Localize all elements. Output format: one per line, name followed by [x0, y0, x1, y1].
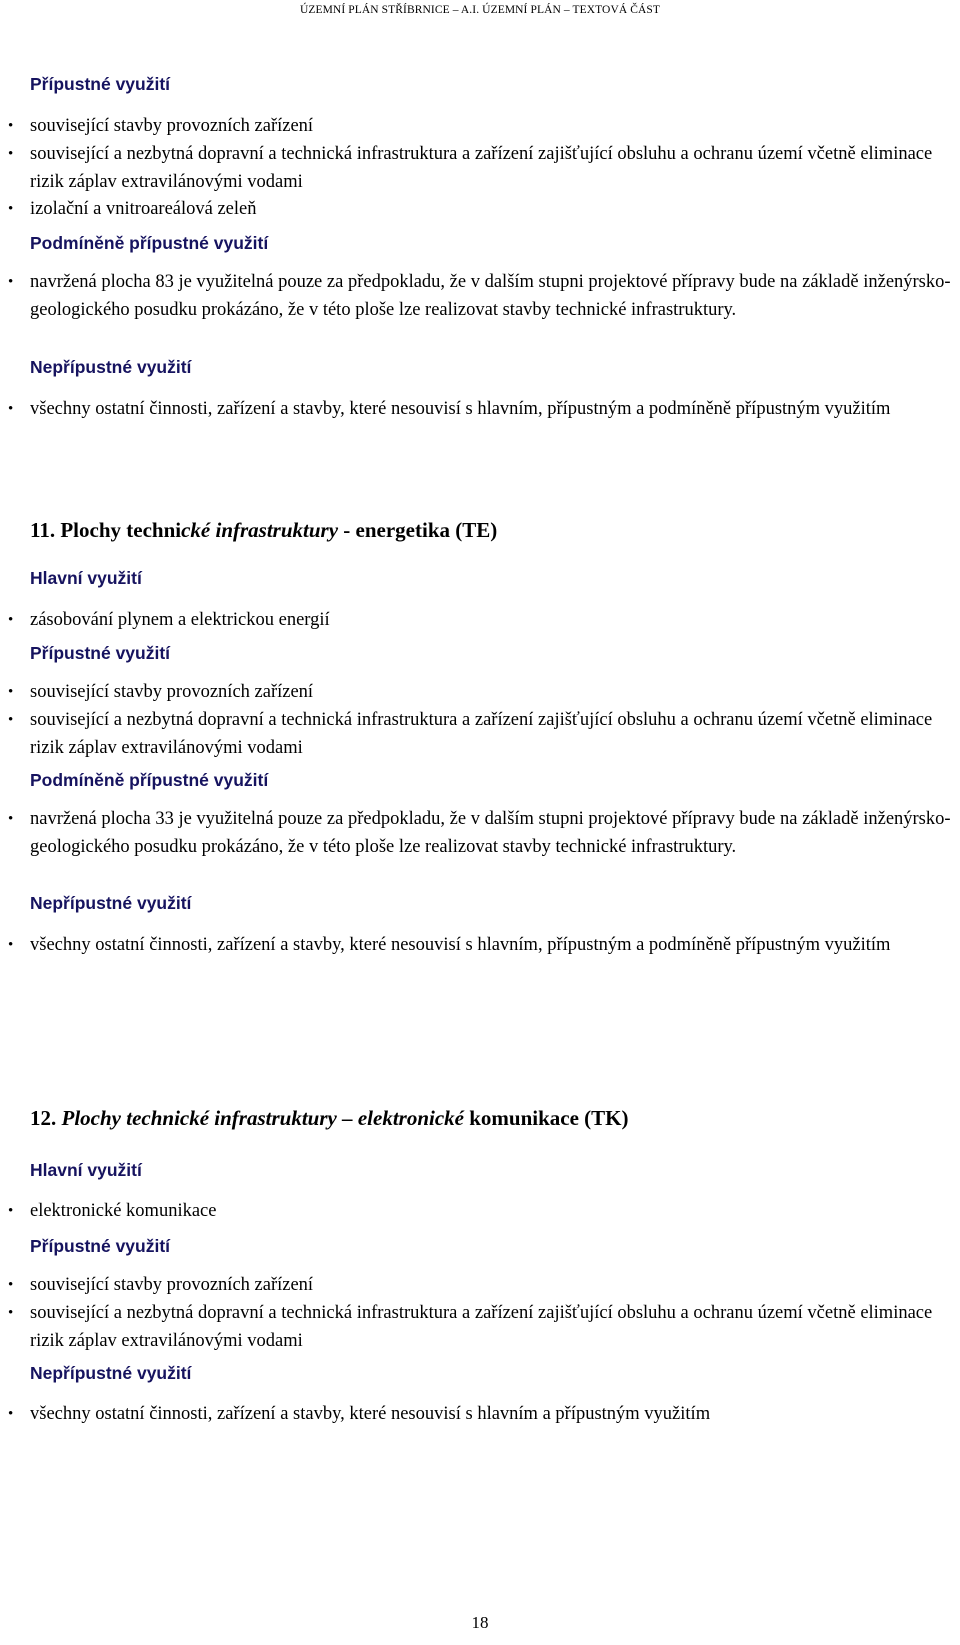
list-item: • související stavby provozních zařízení [30, 112, 952, 140]
list-item: • navržená plocha 33 je využitelná pouze za předpokladu, že v dalším stupni projektové přípravy bude na základě inženýrsko-geologického posudku prokázáno, že v této ploše lze realizovat stavby technické infrastruktury. [30, 805, 952, 861]
heading-pripustne: Přípustné využití [30, 1236, 171, 1256]
list-item: • všechny ostatní činnosti, zařízení a stavby, které nesouvisí s hlavním, přípustným a podmíněně přípustným využitím [30, 931, 952, 959]
heading-nepripustne: Nepřípustné využití [30, 1363, 192, 1383]
list-item: • související a nezbytná dopravní a technická infrastruktura a zařízení zajišťující obsluhu a ochranu území včetně eliminace rizik záplav extravilánovými vodami [30, 1299, 952, 1355]
list-item: • související a nezbytná dopravní a technická infrastruktura a zařízení zajišťující obsluhu a ochranu území včetně eliminace rizik záplav extravilánovými vodami [30, 140, 952, 196]
list-item: • navržená plocha 83 je využitelná pouze za předpokladu, že v dalším stupni projektové přípravy bude na základě inženýrsko-geologického posudku prokázáno, že v této ploše lze realizovat stavby technické infrastruktury. [30, 268, 952, 324]
bullet-icon: • [8, 937, 14, 953]
bullet-icon: • [8, 1277, 14, 1293]
bullet-icon: • [8, 712, 14, 728]
bullet-icon: • [8, 612, 14, 628]
heading-hlavni: Hlavní využití [30, 568, 142, 588]
heading-pripustne: Přípustné využití [30, 74, 171, 94]
list-item: • související stavby provozních zařízení [30, 678, 952, 706]
bullet-icon: • [8, 811, 14, 827]
heading-podminene: Podmíněně přípustné využití [30, 233, 269, 253]
bullet-icon: • [8, 118, 14, 134]
bullet-icon: • [8, 1406, 14, 1422]
list-item: • všechny ostatní činnosti, zařízení a stavby, které nesouvisí s hlavním a přípustným využitím [30, 1400, 952, 1428]
list-item: • související a nezbytná dopravní a technická infrastruktura a zařízení zajišťující obsluhu a ochranu území včetně eliminace rizik záplav extravilánovými vodami [30, 706, 952, 762]
bullet-icon: • [8, 1305, 14, 1321]
list-item: • všechny ostatní činnosti, zařízení a stavby, které nesouvisí s hlavním, přípustným a podmíněně přípustným využitím [30, 395, 952, 423]
heading-pripustne: Přípustné využití [30, 643, 171, 663]
section-12-title: 12. Plochy technické infrastruktury – elektronické komunikace (TK) [30, 1106, 629, 1130]
page-number: 18 [471, 1613, 489, 1632]
bullet-icon: • [8, 684, 14, 700]
section-11-title: 11. Plochy technické infrastruktury - energetika (TE) [30, 518, 498, 542]
heading-podminene: Podmíněně přípustné využití [30, 770, 269, 790]
running-header: ÚZEMNÍ PLÁN STŘÍBRNICE – A.I. ÚZEMNÍ PLÁN – TEXTOVÁ ČÁST [299, 4, 661, 16]
bullet-icon: • [8, 401, 14, 417]
list-item: • izolační a vnitroareálová zeleň [30, 195, 952, 223]
list-item: • elektronické komunikace [30, 1197, 952, 1225]
list-item: • zásobování plynem a elektrickou energií [30, 606, 952, 634]
list-item: • související stavby provozních zařízení [30, 1271, 952, 1299]
heading-hlavni: Hlavní využití [30, 1160, 142, 1180]
heading-nepripustne: Nepřípustné využití [30, 893, 192, 913]
bullet-icon: • [8, 1203, 14, 1219]
heading-nepripustne: Nepřípustné využití [30, 357, 192, 377]
bullet-icon: • [8, 201, 14, 217]
bullet-icon: • [8, 274, 14, 290]
bullet-icon: • [8, 146, 14, 162]
